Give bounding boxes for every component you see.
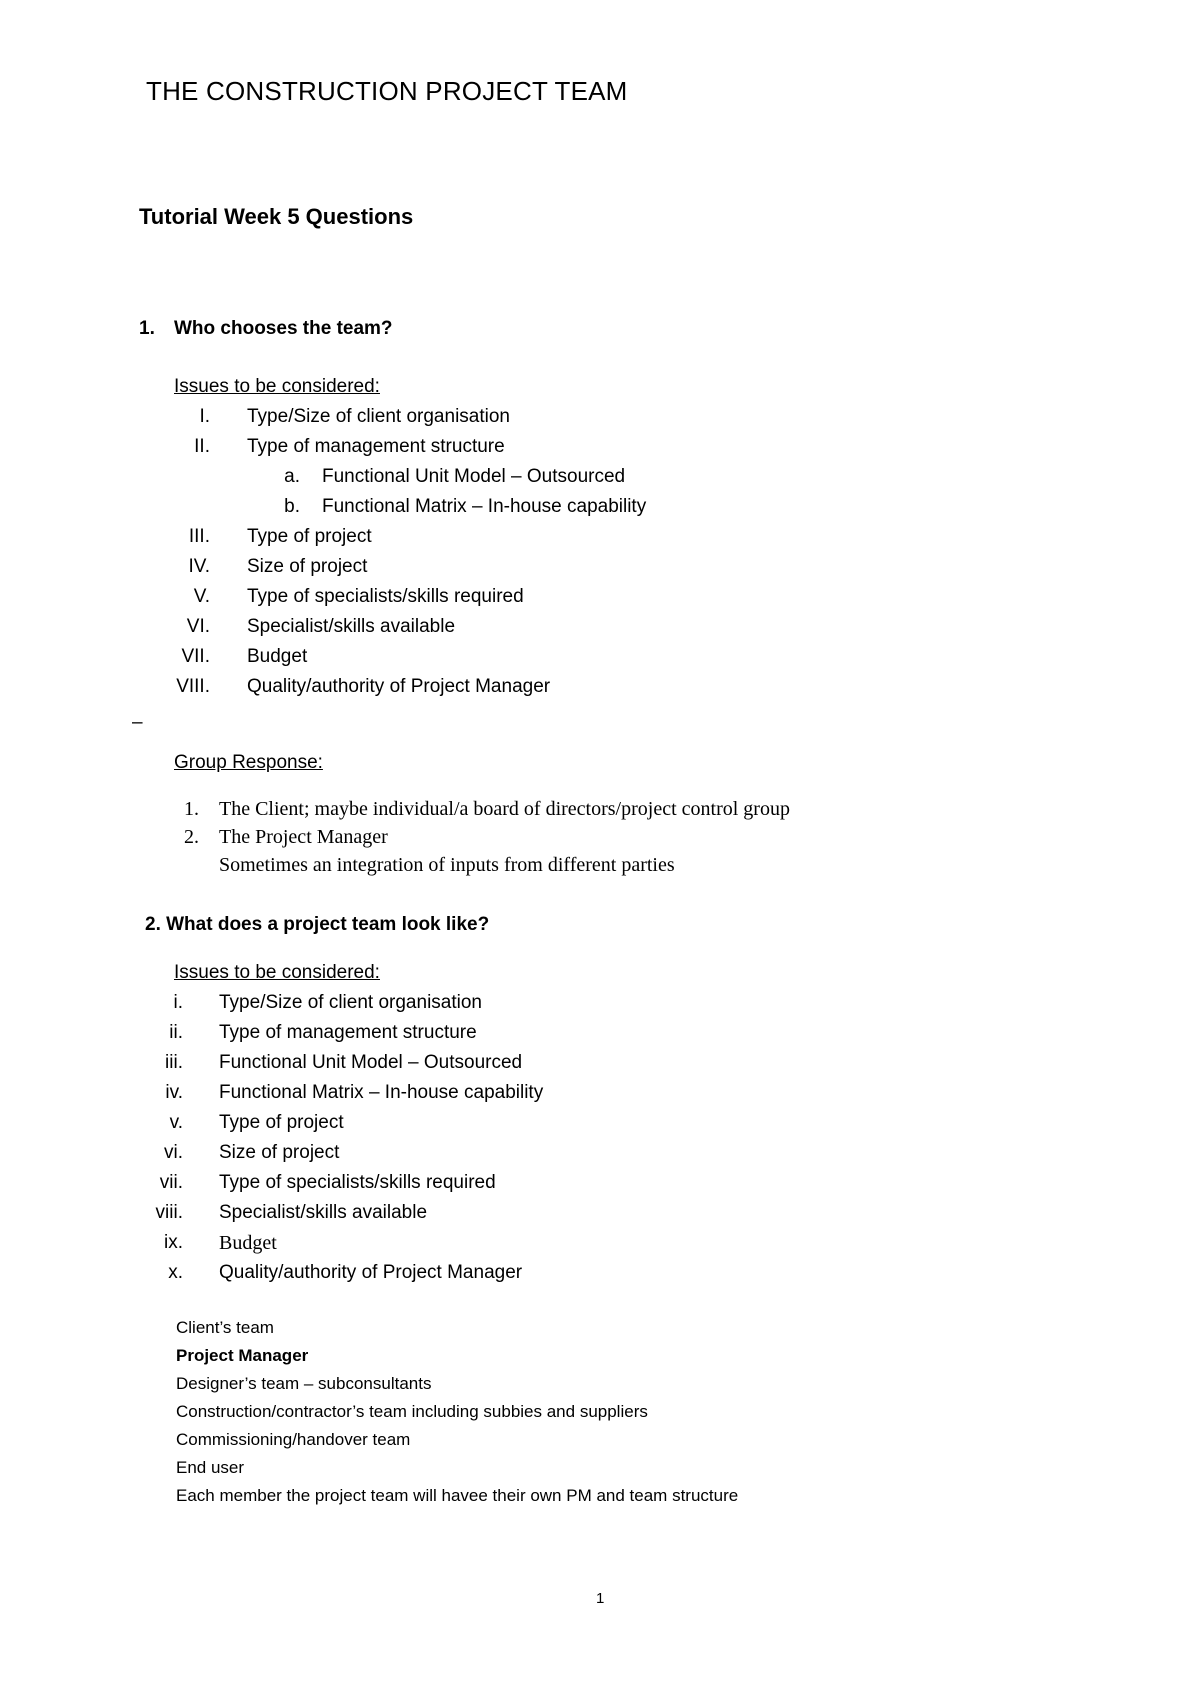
list-text: Sometimes an integration of inputs from different parties	[219, 854, 675, 876]
list-marker: iii.	[165, 1052, 183, 1073]
q1-issues-label: Issues to be considered:	[174, 376, 380, 397]
list-text: Type of project	[219, 1112, 344, 1133]
list-text: Specialist/skills available	[247, 616, 456, 637]
list-text: Budget	[247, 646, 308, 667]
page-number: 1	[596, 1590, 605, 1607]
list-text: Type of management structure	[219, 1022, 477, 1043]
list-marker: ii.	[169, 1022, 183, 1043]
document-title: THE CONSTRUCTION PROJECT TEAM	[146, 76, 628, 106]
list-marker: a.	[284, 466, 300, 487]
list-marker: V.	[193, 586, 210, 607]
dash-mark: –	[132, 712, 143, 733]
list-text: Type/Size of client organisation	[247, 406, 510, 427]
list-text: Size of project	[219, 1142, 340, 1163]
list-text: Functional Unit Model – Outsourced	[322, 466, 626, 487]
list-text: Quality/authority of Project Manager	[247, 676, 551, 697]
list-text: Type of management structure	[247, 436, 505, 457]
team-line: Designer’s team – subconsultants	[176, 1374, 432, 1393]
list-text: Specialist/skills available	[219, 1202, 428, 1223]
list-marker: vii.	[159, 1172, 183, 1193]
list-text: The Project Manager	[219, 826, 388, 848]
list-text: Type of specialists/skills required	[219, 1172, 496, 1193]
list-marker: vi.	[164, 1142, 183, 1163]
list-marker: v.	[169, 1112, 183, 1133]
list-marker: x.	[168, 1262, 183, 1283]
q2-issues-label: Issues to be considered:	[174, 962, 380, 983]
q1-response-label: Group Response:	[174, 752, 323, 773]
list-text: Type of specialists/skills required	[247, 586, 524, 607]
list-text: Type of project	[247, 526, 372, 547]
team-line: Commissioning/handover team	[176, 1430, 411, 1449]
team-line: Project Manager	[176, 1346, 309, 1365]
list-marker: iv.	[165, 1082, 183, 1103]
list-text: The Client; maybe individual/a board of directors/project control group	[219, 798, 790, 820]
list-marker: I.	[199, 406, 210, 427]
list-text: Functional Unit Model – Outsourced	[219, 1052, 523, 1073]
tutorial-title: Tutorial Week 5 Questions	[139, 204, 414, 229]
team-line: End user	[176, 1458, 245, 1477]
list-marker: 2.	[184, 826, 199, 848]
team-line: Each member the project team will havee their own PM and team structure	[176, 1486, 739, 1505]
list-text: Budget	[219, 1232, 277, 1254]
list-marker: VIII.	[176, 676, 210, 697]
list-text: Functional Matrix – In-house capability	[219, 1082, 544, 1103]
list-text: Size of project	[247, 556, 368, 577]
list-text: Functional Matrix – In-house capability	[322, 496, 647, 517]
list-marker: 1.	[184, 798, 199, 820]
list-marker: IV.	[188, 556, 210, 577]
list-marker: VII.	[181, 646, 210, 667]
list-marker: viii.	[155, 1202, 183, 1223]
team-line: Client’s team	[176, 1318, 274, 1337]
list-text: Quality/authority of Project Manager	[219, 1262, 523, 1283]
list-text: Type/Size of client organisation	[219, 992, 482, 1013]
list-marker: b.	[284, 496, 300, 517]
q1-question: Who chooses the team?	[174, 318, 393, 339]
q2-question: 2. What does a project team look like?	[145, 914, 490, 935]
list-marker: VI.	[186, 616, 210, 637]
team-line: Construction/contractor’s team including subbies and suppliers	[176, 1402, 648, 1421]
list-marker: II.	[194, 436, 210, 457]
q1-number: 1.	[139, 318, 155, 339]
list-marker: i.	[173, 992, 183, 1013]
list-marker: ix.	[164, 1232, 183, 1253]
list-marker: III.	[188, 526, 210, 547]
